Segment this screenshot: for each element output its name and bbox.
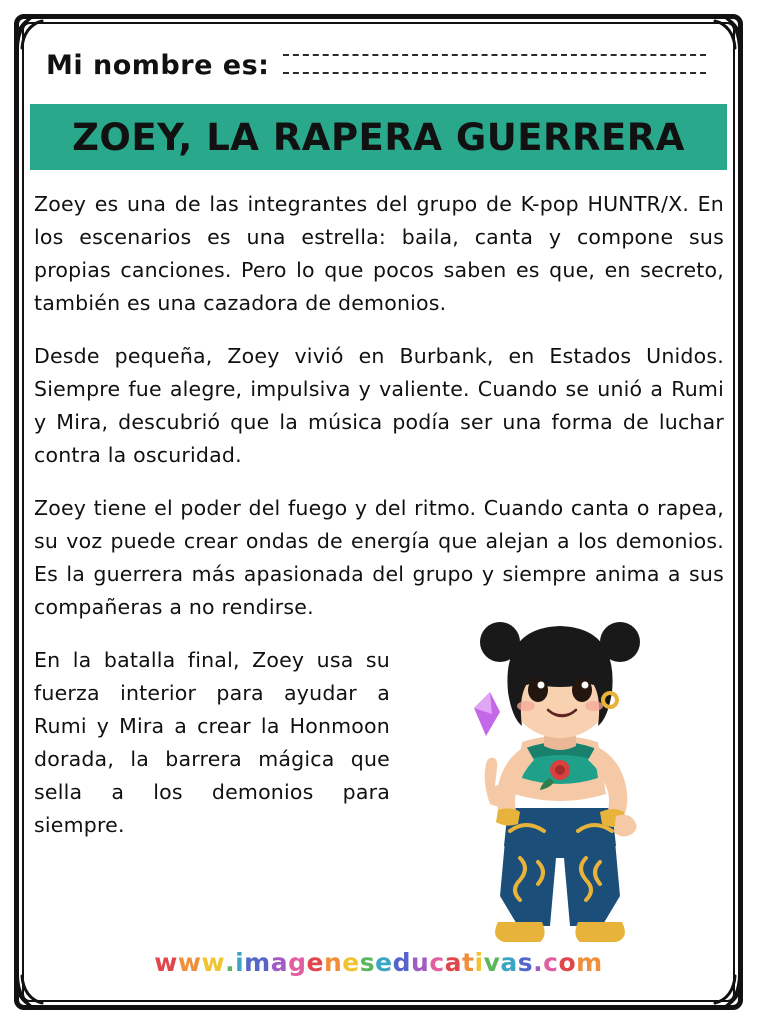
title-banner <box>30 104 727 170</box>
paragraph-2: Desde pequeña, Zoey vivió en Burbank, en Estados Unidos. Siempre fue alegre, impulsiva y valiente. Cuando se unió a Rumi y Mira, descubrió que la música podía ser una forma de luchar contra la oscuridad. <box>34 344 724 467</box>
watermark-text: www.imageneseducativas.com <box>154 948 603 977</box>
paragraph-4: En la batalla final, Zoey usa su fuerza interior para ayudar a Rumi y Mira a crear la Honmoon dorada, la barrera mágica que sella a los demonios para siempre. <box>34 648 390 837</box>
name-line-2 <box>283 72 706 74</box>
name-line-1 <box>283 54 706 56</box>
name-field-row <box>46 38 706 96</box>
watermark <box>0 948 757 977</box>
zoey-character-illustration <box>430 596 690 946</box>
page-title: ZOEY, LA RAPERA GUERRERA <box>72 115 685 159</box>
paragraph-3: Zoey tiene el poder del fuego y del ritmo. Cuando canta o rapea, su voz puede crear ondas de energía que alejan a los demonios. Es la guerrera más apasionada del grupo y siempre anima a sus compañeras a no rendirse. <box>34 496 724 619</box>
name-label: Mi nombre es: <box>46 50 270 81</box>
name-write-lines[interactable] <box>283 54 706 90</box>
paragraph-1: Zoey es una de las integrantes del grupo de K-pop HUNTR/X. En los escenarios es una estrella: baila, canta y compone sus propias canciones. Pero lo que pocos saben es que, en secreto, también es una cazadora de demonios. <box>34 192 724 315</box>
